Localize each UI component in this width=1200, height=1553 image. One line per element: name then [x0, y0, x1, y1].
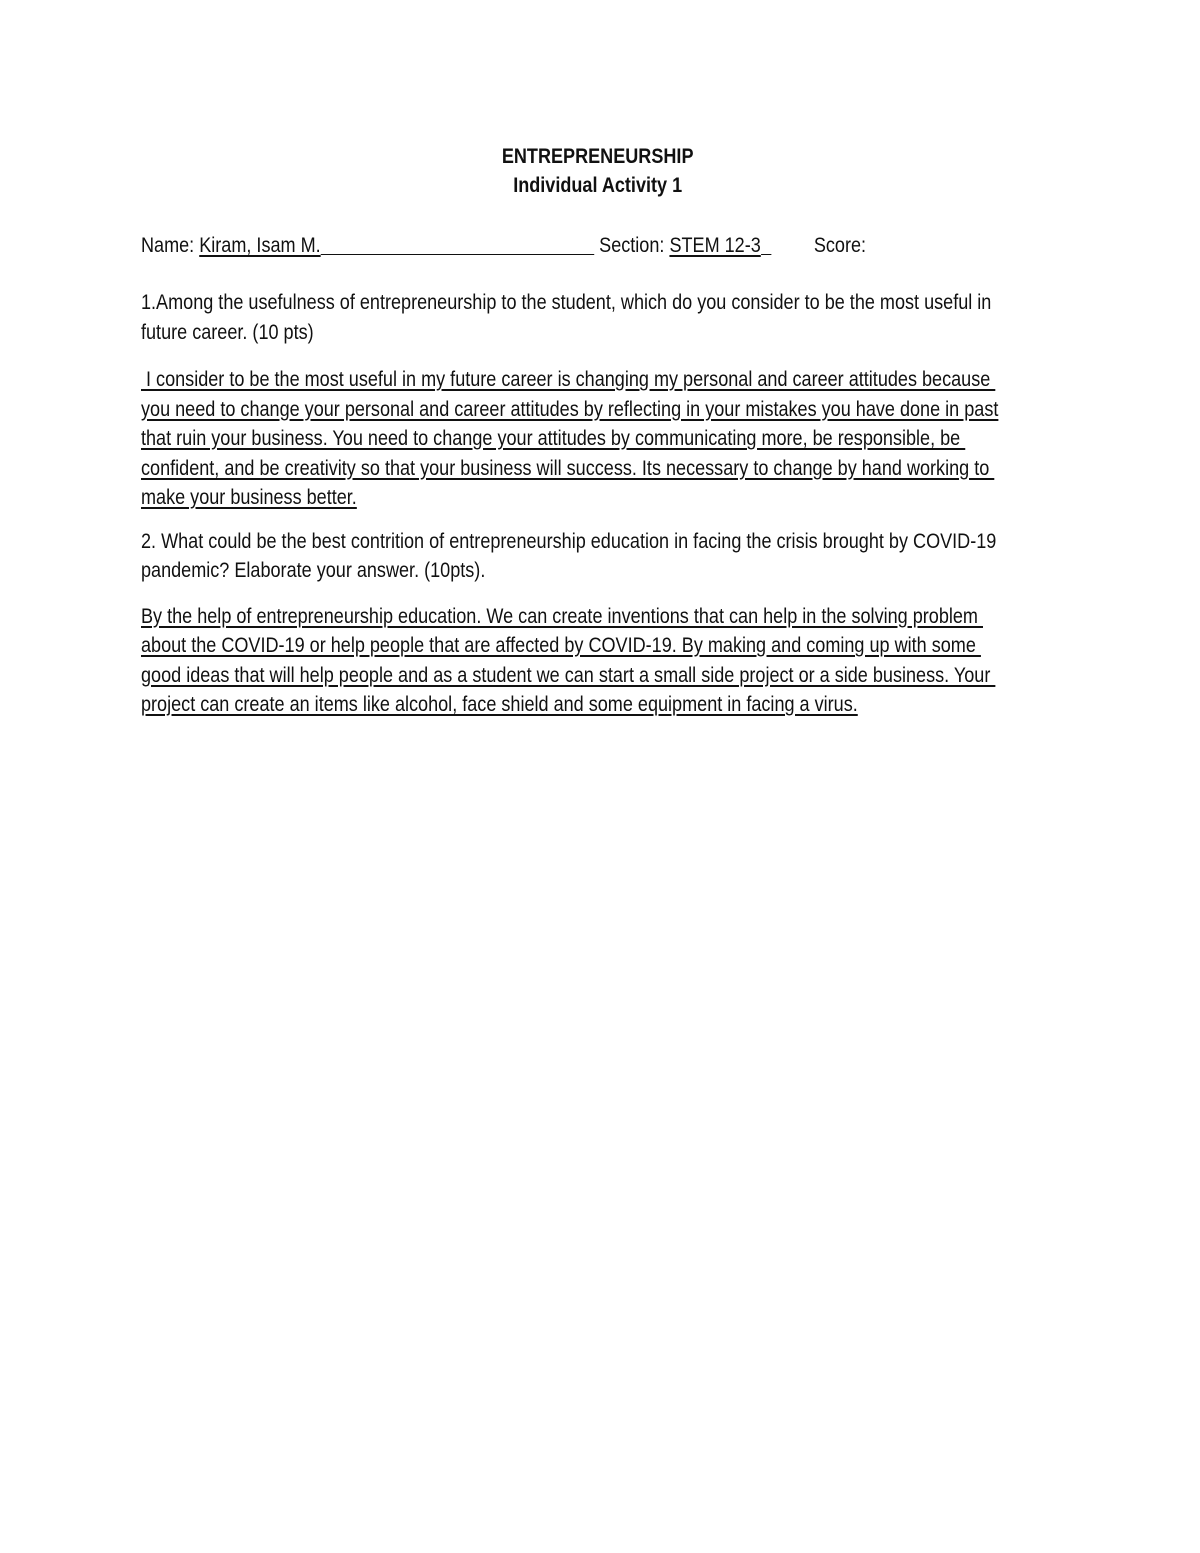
question-1-line: future career. (10 pts): [141, 320, 314, 344]
document-body: [141, 142, 1061, 720]
answer-1: [141, 365, 1061, 513]
student-info-row: [141, 231, 1061, 261]
name-label: Name:: [141, 234, 195, 257]
answer-1-line: make your business better.: [141, 486, 357, 509]
section-fill-line: [761, 253, 771, 255]
question-2: [141, 527, 1061, 586]
document-subtitle: Individual Activity 1: [513, 174, 683, 197]
answer-1-line: confident, and be creativity so that your business will success. Its necessary to change by hand working to: [141, 456, 995, 480]
document-heading: [138, 142, 1058, 200]
question-1-line: 1.Among the usefulness of entrepreneurship to the student, which do you consider to be the most useful in: [141, 291, 992, 314]
question-1: [141, 288, 1061, 347]
answer-1-line: you need to change your personal and career attitudes by reflecting in your mistakes you have done in past: [141, 397, 999, 421]
answer-2: [141, 602, 1061, 720]
answer-2-line: By the help of entrepreneurship education. We can create inventions that can help in the solving problem: [141, 604, 983, 628]
answer-2-line: project can create an items like alcohol, face shield and some equipment in facing a virus.: [141, 693, 858, 716]
document-title: ENTREPRENEURSHIP: [501, 145, 694, 168]
section-value: STEM 12-3: [669, 234, 761, 257]
answer-2-line: good ideas that will help people and as a student we can start a small side project or a side business. Your: [141, 663, 996, 687]
name-fill-line: [321, 253, 594, 255]
score-label: Score:: [813, 234, 867, 257]
question-2-line: pandemic? Elaborate your answer. (10pts).: [141, 559, 486, 582]
name-value: Kiram, Isam M.: [199, 234, 321, 257]
answer-1-line: I consider to be the most useful in my future career is changing my personal and career attitudes because: [141, 368, 996, 391]
question-2-line: 2. What could be the best contrition of entrepreneurship education in facing the crisis brought by COVID-19: [141, 529, 997, 553]
answer-1-line: that ruin your business. You need to change your attitudes by communicating more, be responsible, be: [141, 427, 966, 450]
answer-2-line: about the COVID-19 or help people that are affected by COVID-19. By making and coming up with some: [141, 634, 981, 657]
section-label: Section:: [599, 234, 665, 257]
